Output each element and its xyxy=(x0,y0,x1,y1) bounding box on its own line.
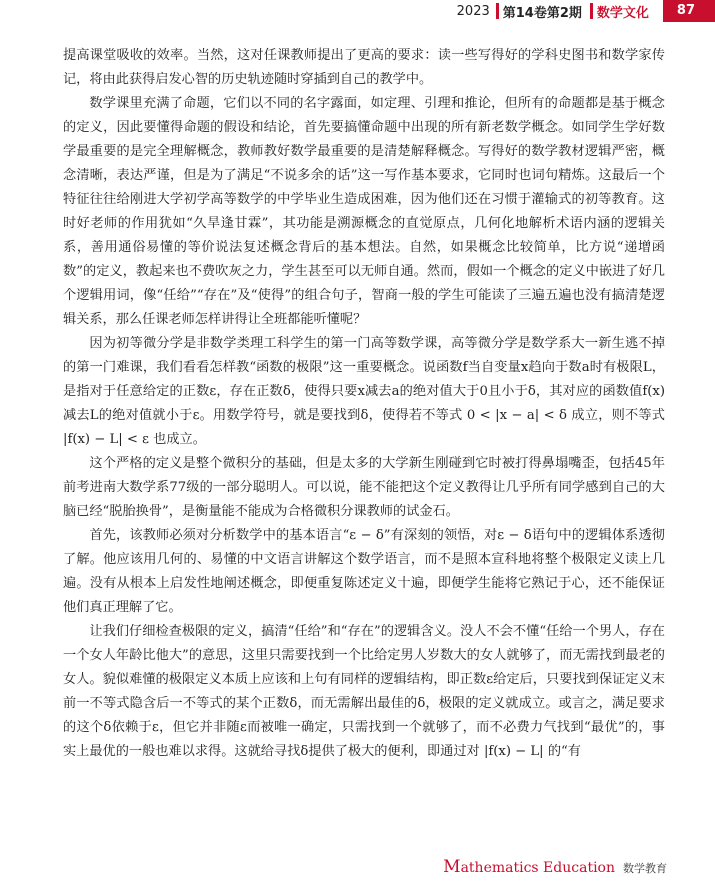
article-body xyxy=(63,44,665,764)
footer-journal-chinese: 数学教育 xyxy=(623,862,667,875)
header-issue: 第14卷第2期 xyxy=(502,5,582,21)
paragraph: 提高课堂吸收的效率。当然，这对任课教师提出了更高的要求：读一些写得好的学科史图书和数学家传记，将由此获得启发心智的历史轨迹随时穿插到自己的教学中。 xyxy=(63,48,665,87)
header-journal-name: 数学文化 xyxy=(596,5,649,21)
paragraph: 这个严格的定义是整个微积分的基础，但是太多的大学新生刚碰到它时被打得鼻塌嘴歪，包括45年前考进南大数学系77级的一部分聪明人。可以说，能不能把这个定义教得让几乎所有同学感到自己的大脑已经“脱胎换骨”，是衡量能不能成为合格微积分课教师的试金石。 xyxy=(63,456,665,519)
footer-journal-english xyxy=(443,857,615,877)
page-header xyxy=(457,0,715,22)
footer-english-rest: athematics Education xyxy=(460,860,615,876)
paragraph: 因为初等微分学是非数学类理工科学生的第一门高等数学课，高等微分学是数学系大一新生逃不掉的第一门难课，我们看看怎样教“函数的极限”这一重要概念。说函数f当自变量x趋向于数a时有极限L，是指对于任意给定的正数ε，存在正数δ，使得只要x减去a的绝对值大于0且小于δ，其对应的函数值f(x)减去L的绝对值就小于ε。用数学符号，就是要找到δ，使得若不等式 0 < |x − a| < δ 成立，则不等式 |f(x) − L| < ε 也成立。 xyxy=(63,336,665,447)
header-year: 2023 xyxy=(456,3,490,19)
paragraph: 数学课里充满了命题，它们以不同的名字露面，如定理、引理和推论，但所有的命题都是基于概念的定义，因此要懂得命题的假设和结论，首先要搞懂命题中出现的所有新老数学概念。如同学生学好数学最重要的是完全理解概念，教师教好数学最重要的是清楚解释概念。写得好的数学教材逻辑严密，概念清晰，表达严谨，但是为了满足“不说多余的话”这一写作基本要求，它同时也词句精炼。这最后一个特征往往给刚进大学初学高等数学的中学毕业生造成困难，因为他们还在习惯于灌输式的初等教育。这时好老师的作用犹如“久旱逢甘霖”，其功能是溯源概念的直觉原点，几何化地解析术语内涵的逻辑关系，善用通俗易懂的等价说法复述概念背后的基本想法。自然，如果概念比较简单，比方说“递增函数”的定义，教起来也不费吹灰之力，学生甚至可以无师自通。然而，假如一个概念的定义中嵌进了好几个逻辑用词，像“任给”“存在”及“使得”的组合句子，智商一般的学生可能读了三遍五遍也没有搞清楚逻辑关系，那么任课老师怎样讲得让全班都能听懂呢？ xyxy=(63,96,665,327)
page-footer xyxy=(443,857,667,877)
header-divider xyxy=(496,3,499,19)
paragraph: 让我们仔细检查极限的定义，搞清“任给”和“存在”的逻辑含义。没人不会不懂“任给一个男人，存在一个女人年龄比他大”的意思，这里只需要找到一个比给定男人岁数大的女人就够了，而无需找到最老的女人。貌似难懂的极限定义本质上应该和上句有同样的逻辑结构，即正数ε给定后，只要找到保证定义末前一不等式隐含后一不等式的某个正数δ，而无需解出最佳的δ，极限的定义就成立。或言之，满足要求的这个δ依赖于ε，但它并非随ε而被唯一确定，只需找到一个就够了，而不必费力气找到“最优”的，事实上最优的一般也难以求得。这就给寻找δ提供了极大的便利，即通过对 |f(x) − L| 的“有 xyxy=(63,624,665,759)
paragraph: 首先，该教师必须对分析数学中的基本语言“ε − δ”有深刻的领悟，对ε − δ语句中的逻辑体系透彻了解。他应该用几何的、易懂的中文语言讲解这个数学语言，而不是照本宣科地将整个极限定义读上几遍。没有从根本上启发性地阐述概念，即便重复陈述定义十遍，即便学生能将它熟记于心，还不能保证他们真正理解了它。 xyxy=(63,528,665,615)
header-divider-2 xyxy=(590,3,593,19)
page-number: 87 xyxy=(663,0,715,22)
footer-initial: M xyxy=(443,857,461,877)
